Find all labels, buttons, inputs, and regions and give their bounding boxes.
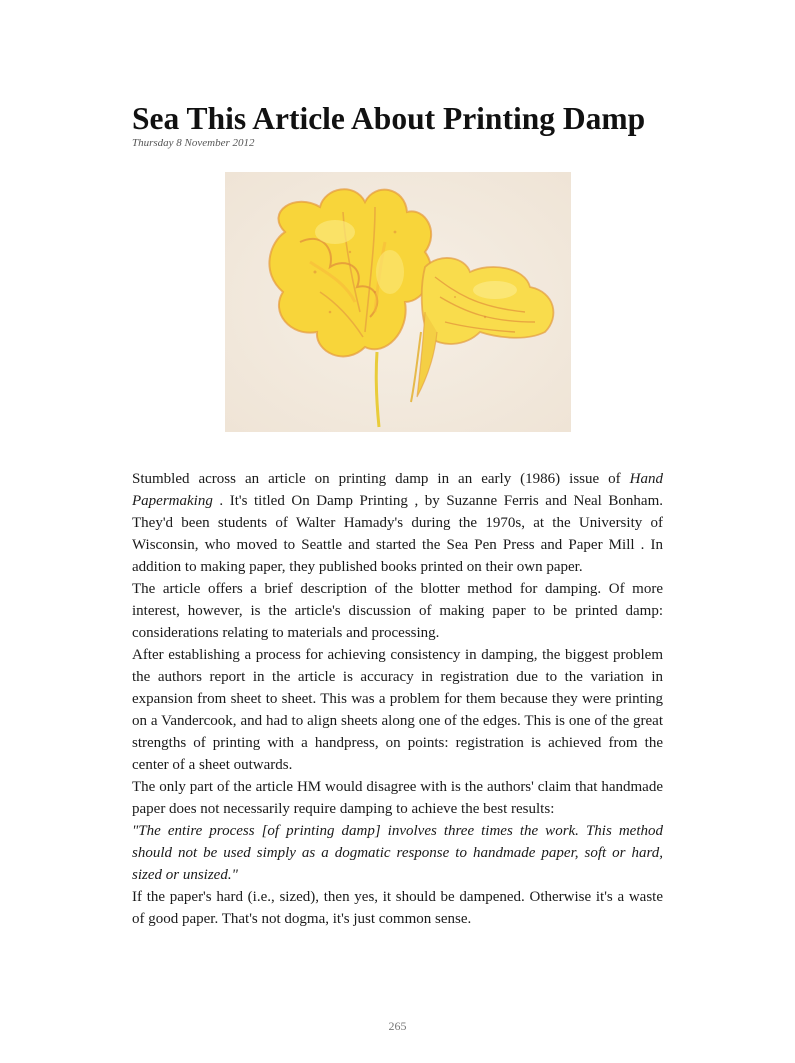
- flower-print-image: [225, 172, 571, 432]
- paragraph-intro: [132, 468, 663, 578]
- intro-text-end: . It's titled On Damp Printing , by Suzanne Ferris and Neal Bonham. They'd been students of Walter Hamady's during the 1970s, at the University of Wisconsin, who moved to Seattle and started the Sea Pen Press and Paper Mill . In addition to making paper, they published books printed on their own paper.: [132, 493, 663, 575]
- intro-text-start: Stumbled across an article on printing damp in an early (1986) issue of: [132, 471, 630, 487]
- flower-illustration: [225, 172, 571, 432]
- paragraph-conclusion: If the paper's hard (i.e., sized), then yes, it should be dampened. Otherwise it's a waste of good paper. That's not dogma, it's just common sense.: [132, 889, 663, 927]
- post-date: Thursday 8 November 2012: [132, 137, 255, 149]
- paragraph-blotter: The article offers a brief description of the blotter method for damping. Of more interest, however, is the article's discussion of making paper to be printed damp: considerations relating to materials and processing.: [132, 581, 663, 641]
- page-title: Sea This Article About Printing Damp: [132, 101, 646, 136]
- article-body: [132, 468, 663, 930]
- block-quote: "The entire process [of printing damp] involves three times the work. This method should not be used simply as a dogmatic response to handmade paper, soft or hard, sized or unsized.": [132, 823, 663, 883]
- paragraph-registration: After establishing a process for achieving consistency in damping, the biggest problem the authors report in the article is accuracy in registration due to the variation in expansion from sheet to sheet. This was a problem for them because they were printing on a Vandercook, and had to align sheets along one of the edges. This is one of the great strengths of printing with a handpress, on points: registration is achieved from the center of a sheet outwards.: [132, 647, 663, 773]
- journal-title: Hand Papermaking: [132, 471, 663, 509]
- page-number: 265: [388, 1019, 407, 1033]
- paragraph-disagreement: The only part of the article HM would disagree with is the authors' claim that handmade paper does not necessarily require damping to achieve the best results:: [132, 779, 663, 817]
